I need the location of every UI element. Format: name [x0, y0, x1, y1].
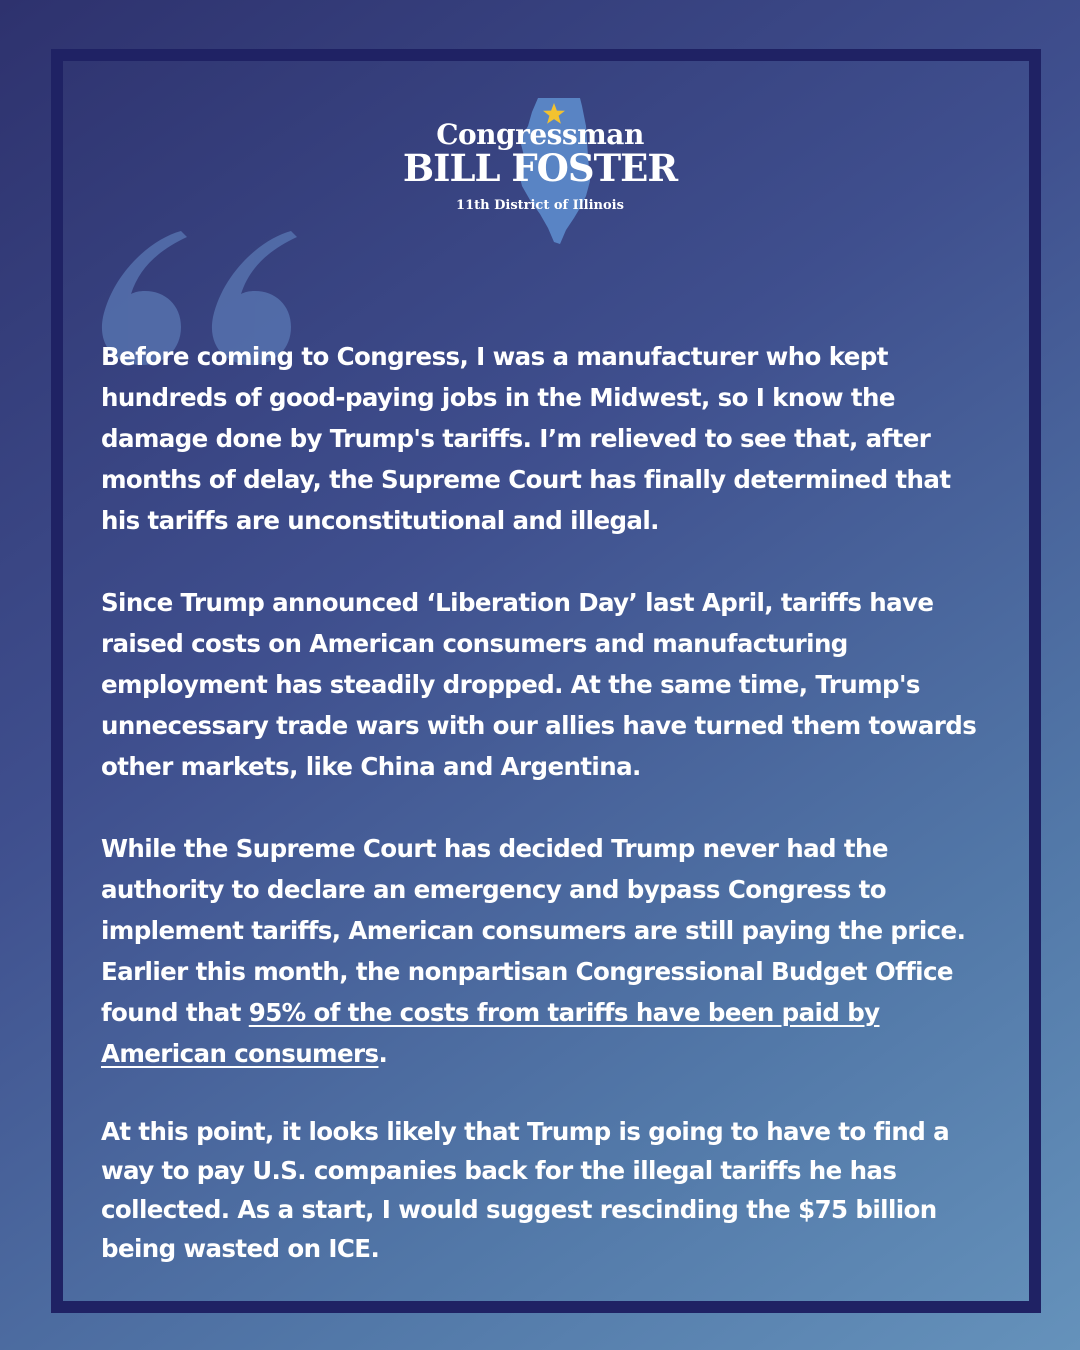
congressman-logo [390, 92, 690, 252]
logo-title-small: Congressman [436, 118, 644, 151]
paragraph-3-period: . [378, 1039, 388, 1068]
statement-paragraph-3 [101, 828, 991, 1074]
statement-paragraph-1: Before coming to Congress, I was a manufacturer who kept hundreds of good-paying jobs in the Midwest, so I know the damage done by Trump's tariffs. I’m relieved to see that, after months of delay, the Supreme Court has finally determined that his tariffs are unconstitutional and illegal. [101, 342, 951, 535]
logo-title-large: BILL FOSTER [402, 146, 678, 190]
statement-paragraph-4: At this point, it looks likely that Trump is going to have to find a way to pay U.S. companies back for the illegal tariffs he has collected. As a start, I would suggest rescinding the $75 billion being wasted on ICE. [101, 1117, 950, 1263]
cbo-report-link[interactable]: 95% of the costs from tariffs have been paid by American consumers [101, 998, 880, 1068]
logo-subtitle: 11th District of Illinois [456, 198, 624, 213]
paragraph-3-text: While the Supreme Court has decided Trump never had the authority to declare an emergency and bypass Congress to implement tariffs, American consumers are still paying the price. Earlier this month, the nonpartisan Congressional Budget Office found that [101, 834, 966, 1027]
statement-paragraph-2: Since Trump announced ‘Liberation Day’ last April, tariffs have raised costs on American consumers and manufacturing employment has steadily dropped. At the same time, Trump's unnecessary trade wars with our allies have turned them towards other markets, like China and Argentina. [101, 588, 977, 781]
statement-body [101, 336, 991, 1268]
